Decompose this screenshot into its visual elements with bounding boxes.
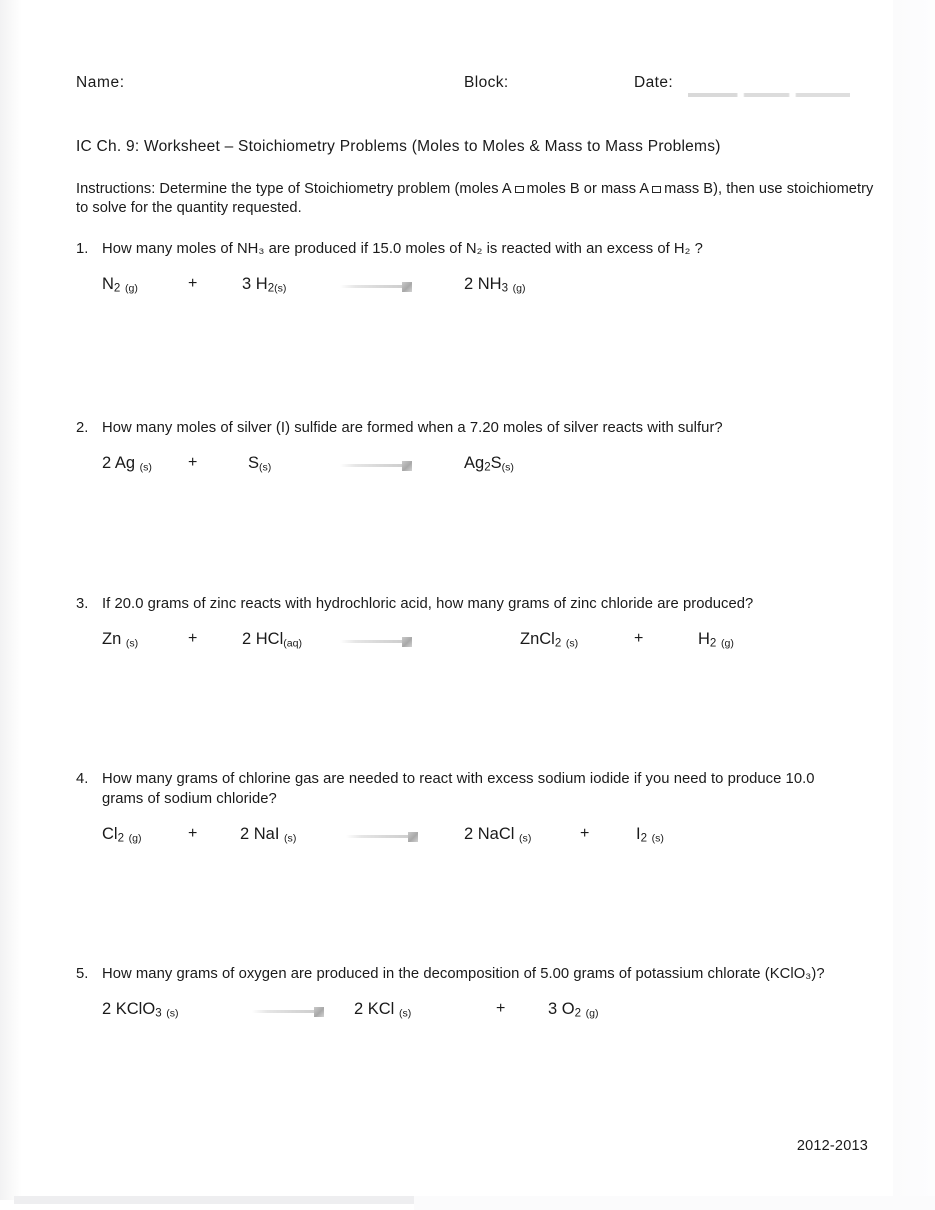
problem-item — [76, 964, 866, 1024]
arrow-shaft — [340, 640, 402, 643]
date-label: Date: — [634, 74, 674, 91]
problem-item — [76, 418, 876, 478]
arrow-head — [402, 637, 412, 647]
equation-product: ZnCl$_2$ (s) — [520, 630, 579, 650]
page-edge-shadow-bottom — [14, 1196, 414, 1204]
problem-question-text: If 20.0 grams of zinc reacts with hydrochloric acid, how many grams of zinc chloride are produced? — [102, 596, 754, 612]
problem-item — [76, 594, 876, 654]
equation-product: $I_2$ (s) — [636, 825, 664, 845]
reaction-arrow-icon — [346, 832, 424, 842]
equation-product: 3 $O_2$ (g) — [548, 1000, 599, 1020]
equation-reactant: 2 NaI (s) — [240, 825, 297, 845]
chemical-equation — [102, 628, 876, 654]
block-label: Block: — [464, 74, 509, 91]
problem-question-row — [76, 594, 876, 614]
equation-plus-sign: + — [634, 630, 644, 647]
yields-arrow-missing-glyph-icon — [515, 186, 524, 193]
reaction-arrow-icon — [252, 1007, 330, 1017]
arrow-shaft — [340, 464, 402, 467]
page-edge-shadow-bottom-right — [414, 1196, 935, 1210]
footer-school-year: 2012-2013 — [796, 1138, 868, 1154]
problem-number: 1. — [76, 241, 89, 257]
equation-plus-sign: + — [188, 825, 198, 842]
problem-question-text: How many moles of silver (I) sulfide are formed when a 7.20 moles of silver reacts with sulfur? — [102, 420, 723, 436]
equation-reactant: Zn (s) — [102, 630, 139, 650]
equation-reactant: 2 KClO$_3$ (s) — [102, 1000, 179, 1020]
equation-plus-sign: + — [188, 454, 198, 471]
problem-number: 4. — [76, 771, 89, 787]
equation-product: $H_2$ (g) — [698, 630, 734, 650]
problem-item — [76, 239, 876, 299]
equation-reactant: 2 Ag (s) — [102, 454, 152, 474]
instructions-part-3: mass B), then use stoichiometry to solve for the quantity requested. — [76, 181, 874, 216]
arrow-head — [402, 282, 412, 292]
problem-question-text: How many grams of oxygen are produced in the decomposition of 5.00 grams of potassium chlorate (KClO₃)? — [102, 966, 825, 982]
worksheet-title: IC Ch. 9: Worksheet – Stoichiometry Problems (Moles to Moles & Mass to Mass Problems) — [76, 138, 721, 155]
yields-arrow-missing-glyph-icon-2 — [652, 186, 661, 193]
instructions-paragraph — [76, 180, 876, 218]
problem-number: 3. — [76, 596, 89, 612]
equation-product: 2 NaCl (s) — [464, 825, 532, 845]
equation-plus-sign: + — [580, 825, 590, 842]
equation-reactant: $Cl_2$ (g) — [102, 825, 142, 845]
equation-reactant: S(s) — [248, 454, 272, 474]
chemical-equation — [102, 998, 866, 1024]
arrow-head — [314, 1007, 324, 1017]
reaction-arrow-icon — [340, 282, 418, 292]
arrow-shaft — [346, 835, 408, 838]
equation-reactant: $N_2$ (g) — [102, 275, 138, 295]
instructions-part-1: Instructions: Determine the type of Stoichiometry problem (moles A — [76, 181, 512, 197]
chemical-equation — [102, 273, 876, 299]
problem-question-row — [76, 769, 816, 809]
reaction-arrow-icon — [340, 461, 418, 471]
problem-question-text: How many grams of chlorine gas are needed to react with excess sodium iodide if you need to produce 10.0 grams of sodium chloride? — [102, 771, 815, 807]
instructions-part-2: moles B or mass A — [526, 181, 650, 197]
problem-question-row — [76, 418, 876, 438]
reaction-arrow-icon — [340, 637, 418, 647]
problem-question-row — [76, 964, 866, 984]
name-label: Name: — [76, 74, 125, 91]
arrow-head — [402, 461, 412, 471]
equation-plus-sign: + — [188, 630, 198, 647]
page-edge-shadow-left — [0, 0, 22, 1200]
equation-reactant: 2 HCl(aq) — [242, 630, 303, 650]
problem-question-row — [76, 239, 876, 259]
arrow-head — [408, 832, 418, 842]
problem-item — [76, 769, 816, 849]
chemical-equation — [102, 823, 816, 849]
page-edge-shadow-right — [893, 0, 935, 1210]
problem-number: 2. — [76, 420, 89, 436]
equation-product: 2 KCl (s) — [354, 1000, 412, 1020]
problem-question-text: How many moles of NH₃ are produced if 15.0 moles of N₂ is reacted with an excess of H₂ ? — [102, 241, 703, 257]
equation-plus-sign: + — [188, 275, 198, 292]
equation-plus-sign: + — [496, 1000, 506, 1017]
equation-product: $Ag_2S(s)$ — [464, 454, 514, 474]
arrow-shaft — [252, 1010, 314, 1013]
arrow-shaft — [340, 285, 402, 288]
equation-reactant: 3 $H_2(s)$ — [242, 275, 287, 295]
chemical-equation — [102, 452, 876, 478]
header-fields — [76, 74, 866, 100]
equation-product: 2 $NH_3$ (g) — [464, 275, 526, 295]
problem-number: 5. — [76, 966, 89, 982]
date-underline-rule — [688, 93, 850, 97]
